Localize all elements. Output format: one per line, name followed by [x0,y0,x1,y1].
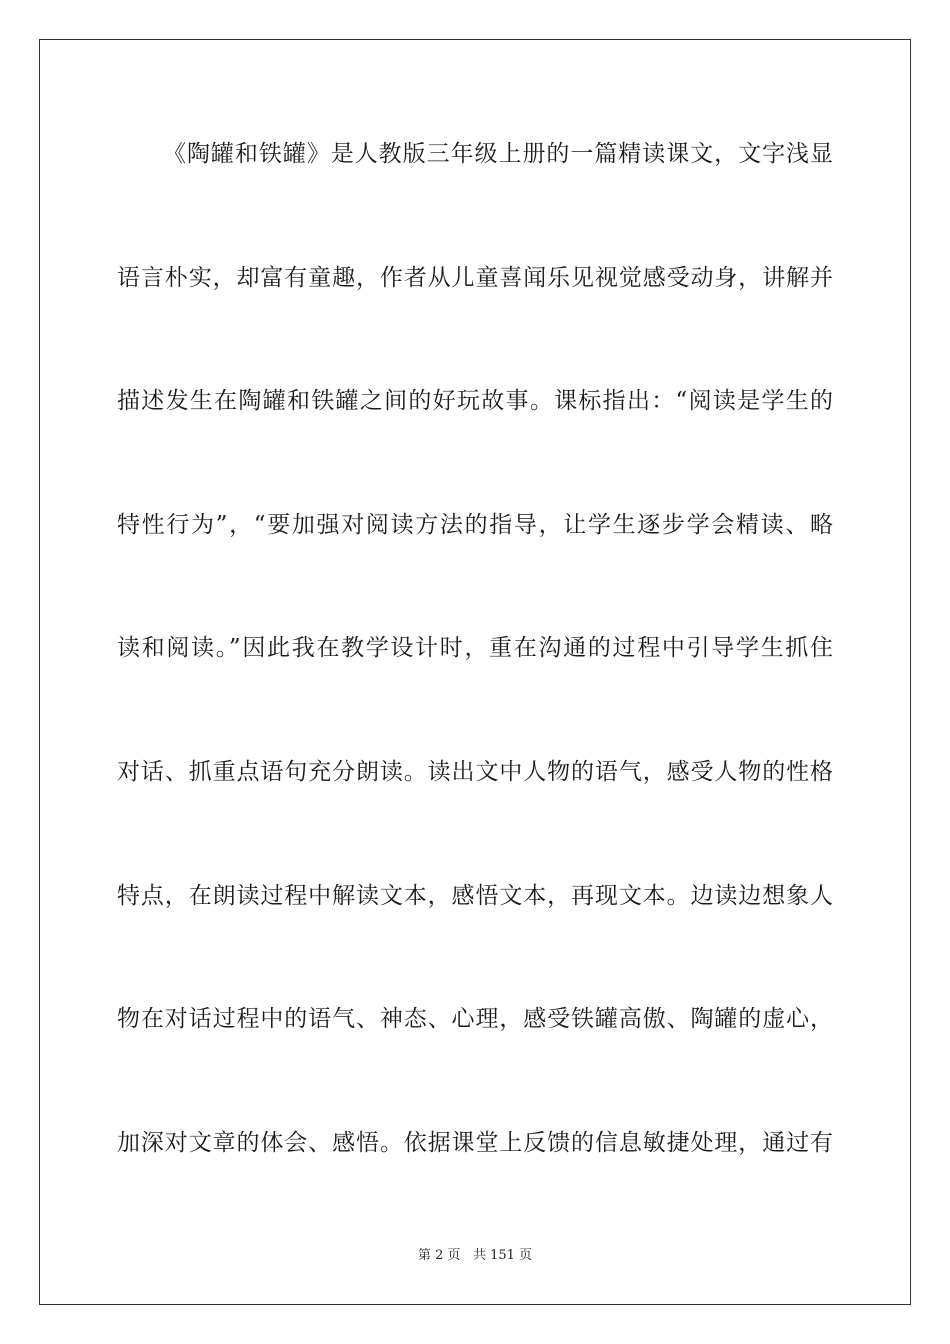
paragraph-line-4: 特性行为”，“要加强对阅读方法的指导，让学生逐步学会精读、略 [117,512,833,538]
paragraph-line-6: 对话、抓重点语句充分朗读。读出文中人物的语气，感受人物的性格 [117,759,833,785]
page-footer [0,1247,950,1265]
page-number: 第 2 页 [417,1248,461,1263]
paragraph-line-9: 加深对文章的体会、感悟。依据课堂上反馈的信息敏捷处理，通过有 [117,1130,833,1156]
paragraph-line-5: 读和阅读。”因此我在教学设计时，重在沟通的过程中引导学生抓住 [117,635,833,661]
paragraph-line-8: 物在对话过程中的语气、神态、心理，感受铁罐高傲、陶罐的虚心， [117,1006,833,1032]
paragraph-line-2: 语言朴实，却富有童趣，作者从儿童喜闻乐见视觉感受动身，讲解并 [117,265,833,291]
page-border [39,39,911,1305]
paragraph-line-1: 《陶罐和铁罐》是人教版三年级上册的一篇精读课文，文字浅显 [163,141,833,167]
paragraph-line-7: 特点，在朗读过程中解读文本，感悟文本，再现文本。边读边想象人 [117,883,833,909]
paragraph-line-3: 描述发生在陶罐和铁罐之间的好玩故事。课标指出：“阅读是学生的 [117,388,833,414]
page-total: 共 151 页 [472,1248,533,1263]
